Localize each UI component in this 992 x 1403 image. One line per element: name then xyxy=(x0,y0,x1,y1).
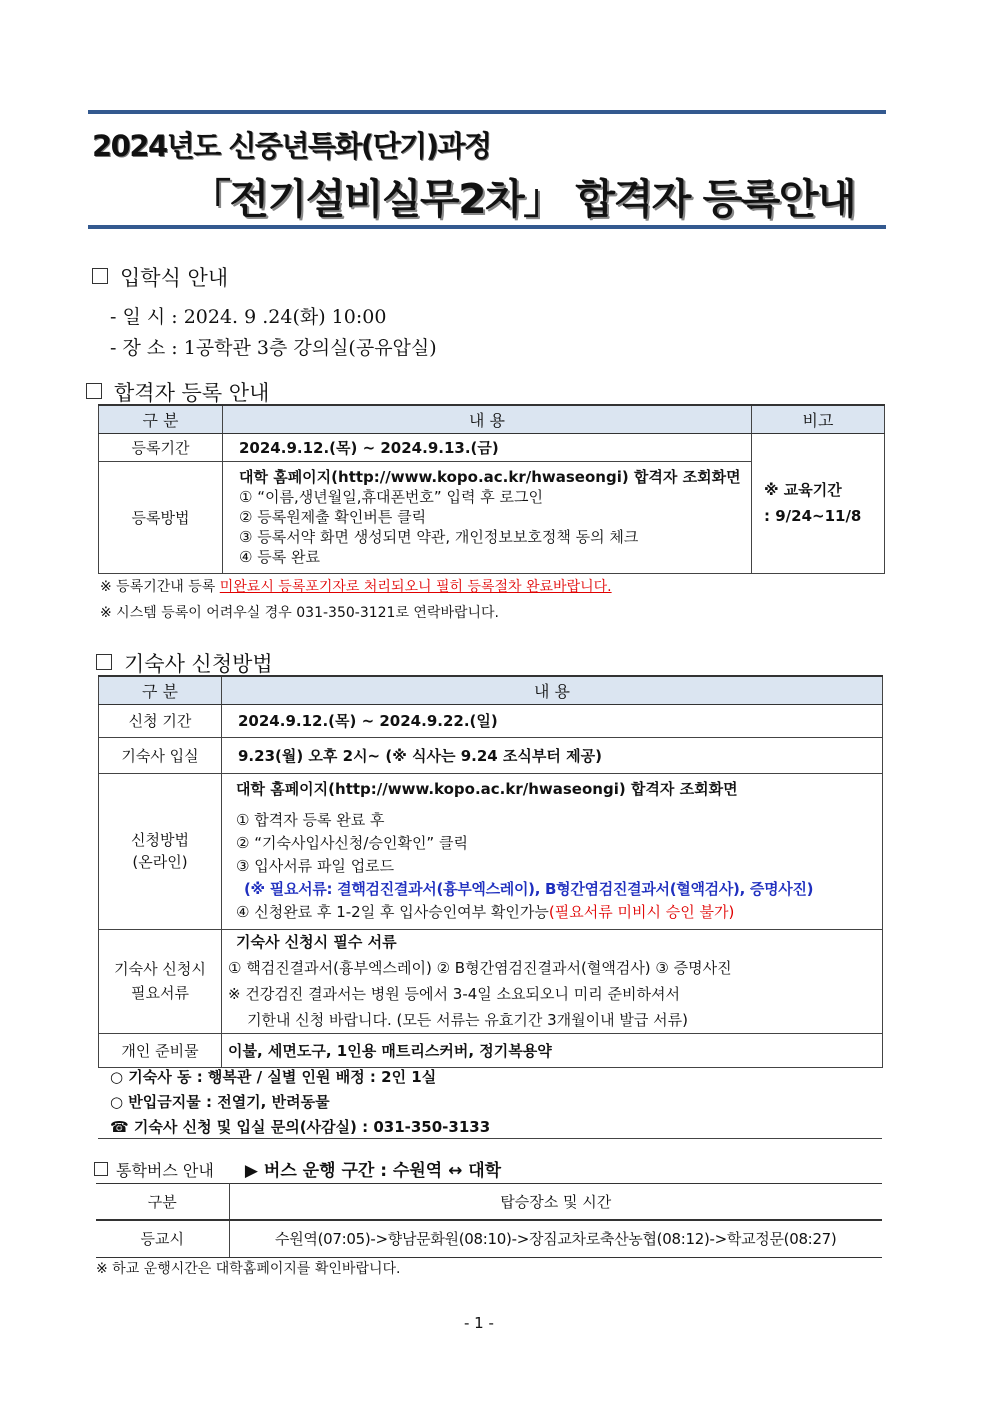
checkbox-square-icon xyxy=(92,268,108,284)
dorm-method-label-2: (온라인) xyxy=(132,853,188,871)
reg-period-label: 등록기간 xyxy=(99,433,223,461)
dorm-docs-line: ① 핵검진결과서(흉부엑스레이) ② B형간염검진결과서(혈액검사) ③ 증명사진 xyxy=(228,958,732,977)
dorm-docs-line: ※ 건강검진 결과서는 병원 등에서 3-4일 소요되오니 미리 준비하셔서 xyxy=(228,984,680,1003)
bus-col-content: 탑승장소 및 시간 xyxy=(229,1184,882,1220)
reg-footnote-1 xyxy=(100,576,612,596)
reg-note-line1: ※ 교육기간 xyxy=(764,481,842,499)
reg-method-line: ④ 등록 완료 xyxy=(239,548,320,566)
reg-method-line: ① “이름,생년월일,휴대폰번호” 입력 후 로그인 xyxy=(239,488,543,506)
dorm-movein-value: 9.23(월) 오후 2시~ (※ 식사는 9.24 조식부터 제공) xyxy=(222,737,883,773)
registration-table xyxy=(98,404,885,574)
reg-method-label: 등록방법 xyxy=(99,461,223,573)
dorm-method-first: 대학 홈페이지(http://www.kopo.ac.kr/hwaseongi) 합격자 조회화면 xyxy=(236,780,738,798)
reg-note-line2: : 9/24~11/8 xyxy=(764,507,862,525)
bus-row-label: 등교시 xyxy=(96,1220,229,1258)
dorm-info-2: ○ 반입금지물 : 전열기, 반려동물 xyxy=(110,1093,330,1111)
bus-heading xyxy=(94,1156,501,1181)
checkbox-square-icon xyxy=(94,1162,108,1176)
registration-heading-text: 합격자 등록 안내 xyxy=(114,381,270,405)
dorm-step4-text: ④ 신청완료 후 1-2일 후 입사승인여부 확인가능 xyxy=(236,903,549,921)
reg-footnote-1-warning: 미완료시 등록포기자로 처리되오니 필히 등록절차 완료바랍니다. xyxy=(219,579,612,595)
dorm-docs-label-1: 기숙사 신청시 xyxy=(114,960,206,978)
header-bottom-rule xyxy=(88,225,886,229)
dorm-info-3: ☎ 기숙사 신청 및 입실 문의(사감실) : 031-350-3133 xyxy=(110,1118,491,1136)
dorm-info-divider xyxy=(98,1138,882,1139)
dorm-table xyxy=(98,675,883,1068)
bus-route: ▶ 버스 운행 구간 : 수원역 ↔ 대학 xyxy=(244,1161,502,1181)
registration-heading xyxy=(86,377,269,407)
dorm-docs-line: 기한내 신청 바랍니다. (모든 서류는 유효기간 3개월이내 발급 서류) xyxy=(228,1010,688,1029)
reg-method-line: 대학 홈페이지(http://www.kopo.ac.kr/hwaseongi) 합격자 조회화면 xyxy=(239,468,741,486)
dorm-docs-line: 기숙사 신청시 필수 서류 xyxy=(236,932,397,951)
checkbox-square-icon xyxy=(86,383,102,399)
dorm-docs-label-2: 필요서류 xyxy=(131,984,189,1002)
reg-footnote-1-prefix: ※ 등록기간내 등록 xyxy=(100,579,220,595)
entrance-heading-text: 입학식 안내 xyxy=(120,266,229,290)
dorm-items-value: 이불, 세면도구, 1인용 매트리스커버, 정기복용약 xyxy=(222,1033,883,1067)
title-line-2: 「전기설비실무2차」 합격자 등록안내 xyxy=(190,175,856,223)
entrance-heading xyxy=(92,262,228,292)
dorm-method-label xyxy=(99,773,222,929)
reg-col-note: 비고 xyxy=(752,405,885,433)
dorm-docs-content xyxy=(222,929,883,1033)
dorm-docs-label xyxy=(99,929,222,1033)
dorm-heading xyxy=(96,648,273,678)
dorm-step4-warning: (필요서류 미비시 승인 불가) xyxy=(548,903,735,921)
bus-heading-text: 통학버스 안내 xyxy=(116,1161,214,1180)
reg-col-content: 내 용 xyxy=(223,405,752,433)
dorm-col-category: 구 분 xyxy=(99,676,222,704)
dorm-method-label-1: 신청방법 xyxy=(131,831,189,849)
reg-col-category: 구 분 xyxy=(99,405,223,433)
reg-method-content xyxy=(223,461,752,573)
header-top-rule xyxy=(88,110,886,114)
reg-method-line: ② 등록원제출 확인버튼 클릭 xyxy=(239,508,427,526)
dorm-required-docs: (※ 필요서류: 결핵검진결과서(흉부엑스레이), B형간염검진결과서(혈액검사), 증명사진) xyxy=(244,880,814,898)
reg-period-value: 2024.9.12.(목) ~ 2024.9.13.(금) xyxy=(223,433,752,461)
dorm-method-step: ③ 입사서류 파일 업로드 xyxy=(236,857,395,875)
bus-row-value: 수원역(07:05)->향남문화원(08:10)->장짐교차로축산농협(08:12)->학교정문(08:27) xyxy=(229,1220,882,1258)
bus-table xyxy=(96,1183,882,1258)
dorm-heading-text: 기숙사 신청방법 xyxy=(124,652,273,676)
bus-col-category: 구분 xyxy=(96,1184,229,1220)
dorm-method-step: ① 합격자 등록 완료 후 xyxy=(236,811,385,829)
dorm-items-label: 개인 준비물 xyxy=(99,1033,222,1067)
checkbox-square-icon xyxy=(96,654,112,670)
dorm-period-label: 신청 기간 xyxy=(99,704,222,737)
reg-footnote-2: ※ 시스템 등록이 어려우실 경우 031-350-3121로 연락바랍니다. xyxy=(100,605,500,621)
dorm-info-1: ○ 기숙사 동 : 행복관 / 실별 인원 배정 : 2인 1실 xyxy=(110,1068,437,1086)
dorm-movein-label: 기숙사 입실 xyxy=(99,737,222,773)
dorm-method-step: ② “기숙사입사신청/승인확인” 클릭 xyxy=(236,834,468,852)
reg-method-line: ③ 등록서약 화면 생성되면 약관, 개인정보보호정책 동의 체크 xyxy=(239,528,639,546)
dorm-col-content: 내 용 xyxy=(222,676,883,704)
title-line-1: 2024년도 신중년특화(단기)과정 xyxy=(92,129,491,163)
page-number: - 1 - xyxy=(464,1314,494,1332)
entrance-date: - 일 시 : 2024. 9 .24(화) 10:00 xyxy=(110,306,387,328)
dorm-period-value: 2024.9.12.(목) ~ 2024.9.22.(일) xyxy=(222,704,883,737)
reg-note-cell xyxy=(752,433,885,573)
dorm-method-content xyxy=(222,773,883,929)
entrance-place: - 장 소 : 1공학관 3층 강의실(공유압실) xyxy=(110,337,437,359)
bus-footnote: ※ 하교 운행시간은 대학홈페이지를 확인바랍니다. xyxy=(96,1261,401,1277)
dorm-method-step4 xyxy=(236,901,882,924)
